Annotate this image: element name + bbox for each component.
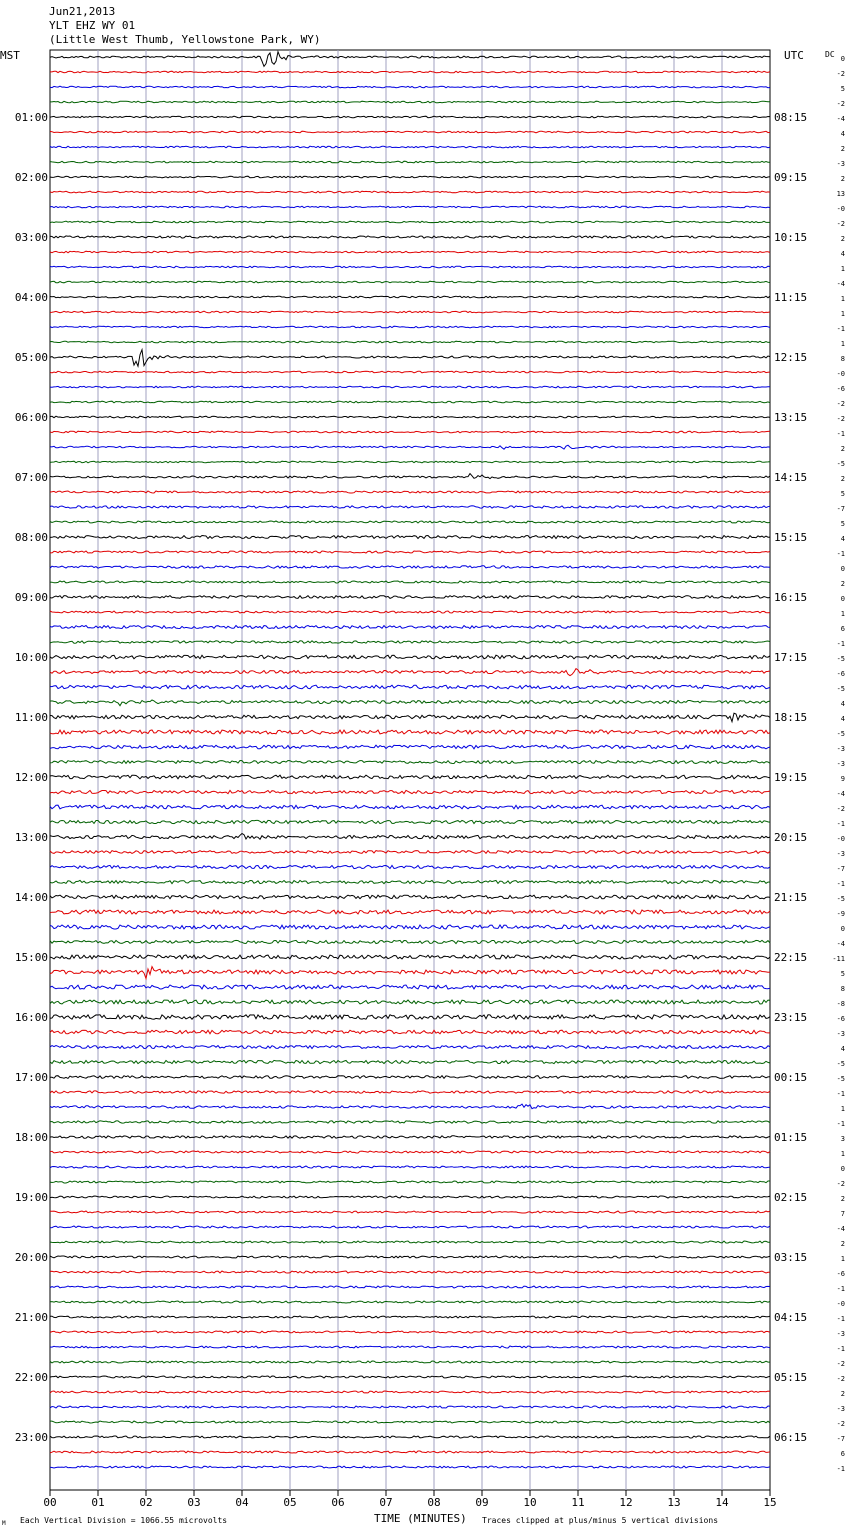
seismic-trace (50, 445, 770, 449)
seismic-trace (50, 311, 770, 313)
seismic-trace (50, 266, 770, 268)
dc-offset: 4 (840, 250, 845, 258)
utc-hour-label: 10:15 (774, 231, 808, 244)
seismic-trace (50, 1030, 770, 1034)
dc-offset: 6 (840, 1450, 845, 1458)
dc-offset: -2 (836, 400, 845, 408)
seismic-trace (50, 1136, 770, 1138)
dc-offset: 7 (840, 1210, 845, 1218)
dc-label: DC (825, 50, 835, 59)
dc-offset: 5 (840, 490, 845, 498)
dc-offset: 5 (840, 970, 845, 978)
seismic-trace (50, 985, 770, 989)
mst-hour-label: 05:00 (14, 351, 48, 364)
seismic-trace (50, 1271, 770, 1273)
seismic-trace (50, 910, 770, 914)
seismic-trace (50, 880, 770, 883)
dc-offset: -1 (836, 880, 845, 888)
seismic-trace (50, 805, 770, 809)
seismic-trace (50, 1015, 770, 1019)
seismic-trace (50, 745, 770, 749)
seismic-trace (50, 669, 770, 676)
dc-offset: -3 (836, 160, 845, 168)
seismic-trace (50, 1091, 770, 1093)
dc-offset-labels (832, 55, 845, 1473)
corner-mark: M (2, 1520, 6, 1527)
seismic-trace (50, 116, 770, 118)
seismic-trace (50, 1316, 770, 1318)
dc-offset: 4 (840, 130, 845, 138)
dc-offset: 2 (840, 175, 845, 183)
dc-offset: 2 (840, 1195, 845, 1203)
seismic-trace (50, 641, 770, 643)
utc-hour-label: 03:15 (774, 1251, 808, 1264)
seismic-trace (50, 131, 770, 133)
dc-offset: 1 (840, 610, 845, 618)
seismic-trace (50, 206, 770, 208)
x-tick-label: 06 (331, 1496, 345, 1509)
seismic-trace (50, 350, 770, 367)
seismic-trace (50, 1181, 770, 1183)
dc-offset: 6 (840, 625, 845, 633)
dc-offset: -4 (836, 280, 845, 288)
mst-hour-label: 04:00 (14, 291, 48, 304)
mst-hour-label: 23:00 (14, 1431, 48, 1444)
utc-hour-label: 17:15 (774, 651, 808, 664)
seismic-trace (50, 461, 770, 463)
dc-offset: -0 (836, 370, 845, 378)
dc-offset: -2 (836, 415, 845, 423)
seismic-trace (50, 1391, 770, 1393)
utc-hour-label: 08:15 (774, 111, 808, 124)
x-tick-label: 14 (715, 1496, 729, 1509)
utc-hour-label: 20:15 (774, 831, 808, 844)
dc-offset: -6 (836, 670, 845, 678)
x-tick-label: 04 (235, 1496, 249, 1509)
seismic-trace (50, 236, 770, 238)
mst-hour-label: 09:00 (14, 591, 48, 604)
dc-offset: -5 (836, 1060, 845, 1068)
dc-offset: -2 (836, 220, 845, 228)
x-tick-label: 10 (523, 1496, 537, 1509)
dc-offset: 1 (840, 1105, 845, 1113)
x-tick-label: 03 (187, 1496, 201, 1509)
dc-offset: 2 (840, 1390, 845, 1398)
dc-offset: -3 (836, 850, 845, 858)
mst-hour-label: 21:00 (14, 1311, 48, 1324)
seismic-trace (50, 685, 770, 689)
dc-offset: 4 (840, 700, 845, 708)
seismic-trace (50, 52, 770, 67)
dc-offset: -1 (836, 430, 845, 438)
x-tick-label: 12 (619, 1496, 633, 1509)
utc-hour-label: 18:15 (774, 711, 808, 724)
station-location: (Little West Thumb, Yellowstone Park, WY) (49, 33, 321, 46)
seismic-trace (50, 1466, 770, 1468)
seismic-trace (50, 296, 770, 298)
dc-offset: -4 (836, 115, 845, 123)
seismic-trace (50, 1151, 770, 1153)
mst-hour-label: 02:00 (14, 171, 48, 184)
dc-offset: 8 (840, 355, 845, 363)
dc-offset: 1 (840, 295, 845, 303)
utc-hour-label: 00:15 (774, 1071, 808, 1084)
utc-hour-label: 04:15 (774, 1311, 808, 1324)
seismic-trace (50, 146, 770, 148)
dc-offset: -6 (836, 1015, 845, 1023)
dc-offset: -0 (836, 1300, 845, 1308)
seismic-trace (50, 371, 770, 373)
dc-offset: -7 (836, 865, 845, 873)
seismic-trace (50, 581, 770, 583)
mst-hour-label: 06:00 (14, 411, 48, 424)
scale-note: Each Vertical Division = 1066.55 microvolts (20, 1516, 228, 1525)
seismic-trace (50, 536, 770, 539)
seismic-trace (50, 820, 770, 823)
dc-offset: 13 (836, 190, 845, 198)
utc-hour-label: 15:15 (774, 531, 808, 544)
seismic-trace (50, 700, 770, 706)
dc-offset: 1 (840, 1255, 845, 1263)
seismic-trace (50, 281, 770, 283)
seismic-trace (50, 1421, 770, 1423)
dc-offset: -5 (836, 685, 845, 693)
mst-hour-label: 12:00 (14, 771, 48, 784)
dc-offset: -3 (836, 760, 845, 768)
seismic-trace (50, 101, 770, 103)
dc-offset: -3 (836, 1405, 845, 1413)
seismic-trace (50, 775, 770, 779)
seismic-trace (50, 655, 770, 659)
x-tick-label: 02 (139, 1496, 153, 1509)
mst-hour-label: 07:00 (14, 471, 48, 484)
utc-hour-label: 01:15 (774, 1131, 808, 1144)
mst-hour-label: 13:00 (14, 831, 48, 844)
dc-offset: -1 (836, 1345, 845, 1353)
mst-hour-label: 22:00 (14, 1371, 48, 1384)
utc-hour-label: 19:15 (774, 771, 808, 784)
seismic-trace (50, 431, 770, 433)
dc-offset: 5 (840, 85, 845, 93)
utc-hour-labels (774, 111, 807, 1444)
x-tick-label: 08 (427, 1496, 441, 1509)
seismic-trace (50, 1196, 770, 1198)
utc-hour-label: 22:15 (774, 951, 808, 964)
dc-offset: 0 (840, 925, 845, 933)
mst-hour-label: 19:00 (14, 1191, 48, 1204)
dc-offset: -0 (836, 835, 845, 843)
dc-offset: 2 (840, 475, 845, 483)
utc-hour-label: 14:15 (774, 471, 808, 484)
dc-offset: -6 (836, 1270, 845, 1278)
dc-offset: -1 (836, 640, 845, 648)
seismic-trace (50, 71, 770, 73)
dc-offset: -2 (836, 805, 845, 813)
dc-offset: 2 (840, 235, 845, 243)
dc-offset: -5 (836, 655, 845, 663)
dc-offset: 4 (840, 715, 845, 723)
dc-offset: -2 (836, 1420, 845, 1428)
dc-offset: -1 (836, 1120, 845, 1128)
mst-hour-label: 01:00 (14, 111, 48, 124)
seismic-trace (50, 1331, 770, 1333)
dc-offset: 0 (840, 565, 845, 573)
seismic-trace (50, 1436, 770, 1438)
mst-hour-label: 20:00 (14, 1251, 48, 1264)
mst-hour-label: 17:00 (14, 1071, 48, 1084)
dc-offset: 1 (840, 265, 845, 273)
x-tick-label: 13 (667, 1496, 681, 1509)
mst-hour-label: 18:00 (14, 1131, 48, 1144)
utc-hour-label: 05:15 (774, 1371, 808, 1384)
plot-frame (50, 50, 770, 1490)
mst-hour-label: 16:00 (14, 1011, 48, 1024)
seismic-trace (50, 341, 770, 343)
dc-offset: 2 (840, 580, 845, 588)
clip-note: Traces clipped at plus/minus 5 vertical divisions (482, 1516, 719, 1525)
dc-offset: -2 (836, 1180, 845, 1188)
dc-offset: 2 (840, 445, 845, 453)
time-grid (50, 50, 770, 1490)
dc-offset: -1 (836, 1285, 845, 1293)
dc-offset: -4 (836, 1225, 845, 1233)
seismic-trace (50, 86, 770, 88)
dc-offset: -9 (836, 910, 845, 918)
utc-hour-label: 11:15 (774, 291, 808, 304)
x-tick-label: 05 (283, 1496, 297, 1509)
seismic-trace (50, 401, 770, 403)
dc-offset: 5 (840, 520, 845, 528)
utc-hour-label: 02:15 (774, 1191, 808, 1204)
dc-offset: -11 (832, 955, 845, 963)
seismic-trace (50, 790, 770, 793)
dc-offset: 4 (840, 535, 845, 543)
x-tick-label: 00 (43, 1496, 57, 1509)
mst-hour-label: 08:00 (14, 531, 48, 544)
seismic-trace (50, 1166, 770, 1168)
dc-offset: -2 (836, 1360, 845, 1368)
dc-offset: 0 (840, 1165, 845, 1173)
dc-offset: -5 (836, 1075, 845, 1083)
dc-offset: 0 (840, 55, 845, 63)
seismic-trace (50, 506, 770, 508)
seismic-trace (50, 865, 770, 868)
seismic-trace (50, 326, 770, 328)
x-tick-label: 09 (475, 1496, 489, 1509)
dc-offset: -2 (836, 1375, 845, 1383)
dc-offset: -5 (836, 460, 845, 468)
dc-offset: 2 (840, 1240, 845, 1248)
dc-offset: 3 (840, 1135, 845, 1143)
seismic-trace (50, 851, 770, 854)
seismic-trace (50, 761, 770, 764)
dc-offset: -6 (836, 385, 845, 393)
seismic-trace (50, 895, 770, 899)
dc-offset: -2 (836, 100, 845, 108)
dc-offset: -5 (836, 730, 845, 738)
utc-hour-label: 09:15 (774, 171, 808, 184)
seismic-trace (50, 596, 770, 599)
seismic-trace (50, 967, 770, 979)
dc-offset: 8 (840, 985, 845, 993)
dc-offset: -2 (836, 70, 845, 78)
seismic-trace (50, 940, 770, 943)
seismic-trace (50, 1000, 770, 1004)
x-tick-label: 11 (571, 1496, 585, 1509)
dc-offset: -4 (836, 790, 845, 798)
mst-hour-label: 11:00 (14, 711, 48, 724)
seismic-trace (50, 1361, 770, 1363)
dc-offset: 1 (840, 310, 845, 318)
dc-offset: -1 (836, 1465, 845, 1473)
utc-hour-label: 12:15 (774, 351, 808, 364)
seismic-trace (50, 1346, 770, 1348)
seismic-trace (50, 474, 770, 479)
right-axis-label: UTC (784, 49, 804, 62)
seismic-trace (50, 1226, 770, 1228)
seismic-trace (50, 1121, 770, 1123)
seismic-trace (50, 1046, 770, 1049)
seismic-trace (50, 551, 770, 553)
seismic-trace (50, 925, 770, 929)
dc-offset: 1 (840, 1150, 845, 1158)
seismic-trace (50, 1060, 770, 1063)
x-tick-label: 07 (379, 1496, 393, 1509)
seismic-trace (50, 1256, 770, 1258)
dc-offset: -7 (836, 1435, 845, 1443)
chart-date: Jun21,2013 (49, 5, 116, 18)
seismic-trace (50, 521, 770, 523)
dc-offset: -0 (836, 205, 845, 213)
utc-hour-label: 13:15 (774, 411, 808, 424)
seismic-trace (50, 1211, 770, 1213)
station-code: YLT EHZ WY 01 (49, 19, 136, 32)
dc-offset: -1 (836, 1090, 845, 1098)
dc-offset: -4 (836, 940, 845, 948)
seismic-trace (50, 1076, 770, 1079)
seismic-trace (50, 566, 770, 568)
mst-hour-label: 15:00 (14, 951, 48, 964)
seismic-trace (50, 1451, 770, 1453)
seismic-trace (50, 161, 770, 163)
seismic-trace (50, 191, 770, 193)
dc-offset: 9 (840, 775, 845, 783)
x-tick-label: 01 (91, 1496, 105, 1509)
x-tick-label: 15 (763, 1496, 777, 1509)
seismic-trace (50, 834, 770, 840)
seismic-trace (50, 1301, 770, 1303)
utc-hour-label: 23:15 (774, 1011, 808, 1024)
dc-offset: -1 (836, 325, 845, 333)
dc-offset: -1 (836, 820, 845, 828)
seismic-trace (50, 713, 770, 721)
dc-offset: 0 (840, 595, 845, 603)
seismic-trace (50, 386, 770, 388)
utc-hour-label: 21:15 (774, 891, 808, 904)
seismic-trace (50, 1286, 770, 1288)
utc-hour-label: 16:15 (774, 591, 808, 604)
x-axis-ticks (43, 1490, 776, 1509)
mst-hour-label: 03:00 (14, 231, 48, 244)
dc-offset: -1 (836, 1315, 845, 1323)
dc-offset: -5 (836, 895, 845, 903)
dc-offset: 1 (840, 340, 845, 348)
seismic-trace (50, 955, 770, 959)
seismic-trace (50, 251, 770, 253)
seismic-trace (50, 1241, 770, 1243)
dc-offset: 4 (840, 1045, 845, 1053)
mst-hour-label: 14:00 (14, 891, 48, 904)
dc-offset: -3 (836, 1330, 845, 1338)
left-axis-label: MST (0, 49, 20, 62)
mst-hour-labels (15, 111, 48, 1444)
dc-offset: -7 (836, 505, 845, 513)
seismic-trace (50, 176, 770, 178)
seismic-trace (50, 611, 770, 613)
seismic-trace (50, 1376, 770, 1378)
seismic-trace (50, 491, 770, 493)
dc-offset: -3 (836, 1030, 845, 1038)
mst-hour-label: 10:00 (14, 651, 48, 664)
dc-offset: -8 (836, 1000, 845, 1008)
dc-offset: -1 (836, 550, 845, 558)
dc-offset: -3 (836, 745, 845, 753)
utc-hour-label: 06:15 (774, 1431, 808, 1444)
dc-offset: 2 (840, 145, 845, 153)
seismic-trace (50, 730, 770, 734)
seismic-trace (50, 1104, 770, 1109)
seismic-trace (50, 1406, 770, 1408)
seismic-trace (50, 626, 770, 629)
seismic-traces (50, 52, 770, 1468)
x-axis-label: TIME (MINUTES) (374, 1512, 467, 1525)
seismic-trace (50, 221, 770, 223)
seismic-trace (50, 416, 770, 418)
